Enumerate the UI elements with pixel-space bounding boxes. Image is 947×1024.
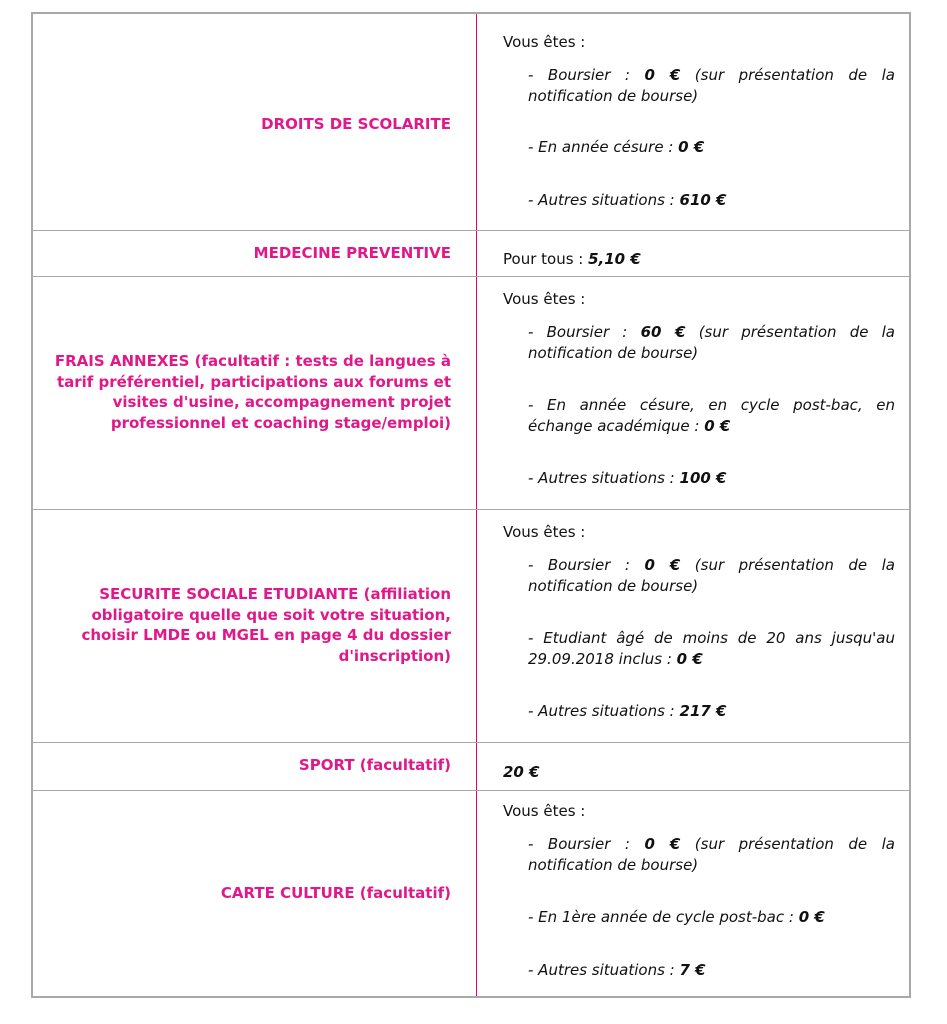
fee-table <box>31 12 911 998</box>
intro-text: Vous êtes : <box>503 802 586 820</box>
fee-value: Pour tous : 5,10 € <box>503 250 641 268</box>
option-boursier: - Boursier : 60 € (sur présentation de la notification de bourse) <box>528 323 895 362</box>
option-annee-cesure: - En année césure : 0 € <box>528 138 705 156</box>
option-autres-situations: - Autres situations : 100 € <box>528 469 727 487</box>
fee-label: SECURITE SOCIALE ETUDIANTE (affiliation obligatoire quelle que soit votre situation, choisir LMDE ou MGEL en page 4 du dossier d'inscription) <box>81 585 451 665</box>
fee-label-cell <box>33 510 477 742</box>
fee-label-cell <box>33 14 477 230</box>
option-premiere-annee: - En 1ère année de cycle post-bac : 0 € <box>528 908 825 926</box>
option-autres-situations: - Autres situations : 217 € <box>528 702 727 720</box>
fee-label: FRAIS ANNEXES (facultatif : tests de langues à tarif préférentiel, participations aux forums et visites d'usine, accompagnement projet professionnel et coaching stage/emploi) <box>54 352 451 432</box>
fee-row-carte-culture <box>33 790 909 996</box>
intro-text: Vous êtes : <box>503 33 586 51</box>
fee-label-cell <box>33 743 477 790</box>
option-boursier: - Boursier : 0 € (sur présentation de la notification de bourse) <box>528 835 895 874</box>
option-boursier: - Boursier : 0 € (sur présentation de la notification de bourse) <box>528 556 895 595</box>
fee-row-frais-annexes <box>33 276 909 509</box>
fee-label-cell <box>33 277 477 509</box>
option-autres-situations: - Autres situations : 7 € <box>528 961 706 979</box>
fee-row-securite-sociale <box>33 509 909 742</box>
fee-row-sport <box>33 742 909 790</box>
intro-text: Vous êtes : <box>503 290 586 308</box>
fee-value: 20 € <box>503 763 540 781</box>
fee-row-droits-de-scolarite <box>33 14 909 230</box>
fee-label: SPORT (facultatif) <box>298 756 451 774</box>
fee-label: CARTE CULTURE (facultatif) <box>220 884 451 902</box>
option-annee-cesure: - En année césure, en cycle post-bac, en échange académique : 0 € <box>528 396 895 435</box>
fee-label-cell <box>33 791 477 996</box>
option-boursier: - Boursier : 0 € (sur présentation de la notification de bourse) <box>528 66 895 105</box>
fee-label: MEDECINE PREVENTIVE <box>253 244 451 262</box>
fee-label-cell <box>33 231 477 276</box>
intro-text: Vous êtes : <box>503 523 586 541</box>
option-moins-de-20-ans: - Etudiant âgé de moins de 20 ans jusqu'au 29.09.2018 inclus : 0 € <box>528 629 895 668</box>
option-autres-situations: - Autres situations : 610 € <box>528 191 727 209</box>
fee-label: DROITS DE SCOLARITE <box>261 115 451 133</box>
fee-row-medecine-preventive <box>33 230 909 276</box>
